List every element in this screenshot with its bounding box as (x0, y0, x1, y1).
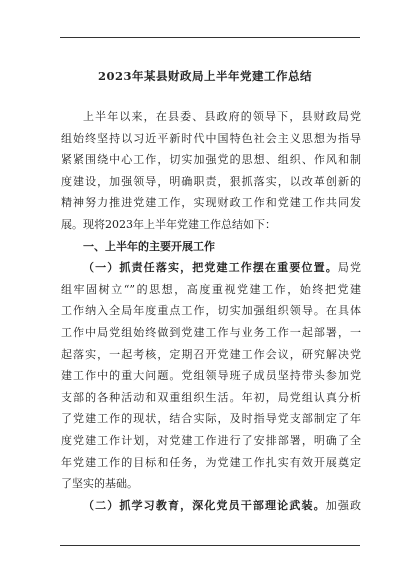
item-line: 支部的各种活动和双重组织生活。年初，局党组认真分析 (61, 390, 361, 404)
document-body (61, 106, 361, 516)
intro-line: 展。现将2023年上半年党建工作总结如下： (61, 217, 276, 231)
item-line: 工作中局党组始终做到党建工作与业务工作一起部署，一 (61, 325, 361, 339)
intro-line: 紧紧围绕中心工作，切实加强党的思想、组织、作风和制 (61, 153, 361, 167)
item-heading: （二）抓学习教育，深化党员干部理论武装。 (83, 498, 326, 512)
item-text: 加强政 (325, 498, 361, 512)
intro-line: 度建设，加强领导，明确职责，狠抓落实，以改革创新的 (61, 174, 361, 188)
item-line: 了坚实的基础。 (61, 477, 138, 491)
item-first-line (61, 257, 361, 279)
item-line: 年党建工作的目标和任务，为党建工作扎实有效开展奠定 (61, 455, 361, 469)
item-line: 了党建工作的现状，结合实际，及时指导党支部制定了年 (61, 412, 361, 426)
item-heading: （一）抓责任落实，把党建工作摆在重要位置。 (83, 261, 338, 275)
item-line: 组牢固树立“”的思想，高度重视党建工作，始终把党建 (61, 282, 361, 296)
top-rule (60, 37, 360, 38)
item-line: 起落实，一起考核，定期召开党建工作会议，研究解决党 (61, 347, 361, 361)
item-line: 工作纳入全局年度重点工作，切实加强组织领导。在具体 (61, 304, 361, 318)
section-heading: 一、上半年的主要开展工作 (83, 239, 215, 253)
bottom-rule (60, 545, 360, 546)
item-first-line (61, 495, 361, 517)
item-line: 度党建工作计划，对党建工作进行了安排部署，明确了全 (61, 433, 361, 447)
item-text: 局党 (337, 261, 361, 275)
intro-line: 组始终坚持以习近平新时代中国特色社会主义思想为指导 (61, 131, 361, 145)
intro-line: 上半年以来，在县委、县政府的领导下，县财政局党 (83, 110, 361, 123)
item-line: 建工作中的重大问题。党组领导班子成员坚持带头参加党 (61, 369, 361, 383)
intro-line: 精神努力推进党建工作，实现财政工作和党建工作共同发 (61, 196, 361, 210)
document-title: 2023年某县财政局上半年党建工作总结 (97, 69, 312, 83)
